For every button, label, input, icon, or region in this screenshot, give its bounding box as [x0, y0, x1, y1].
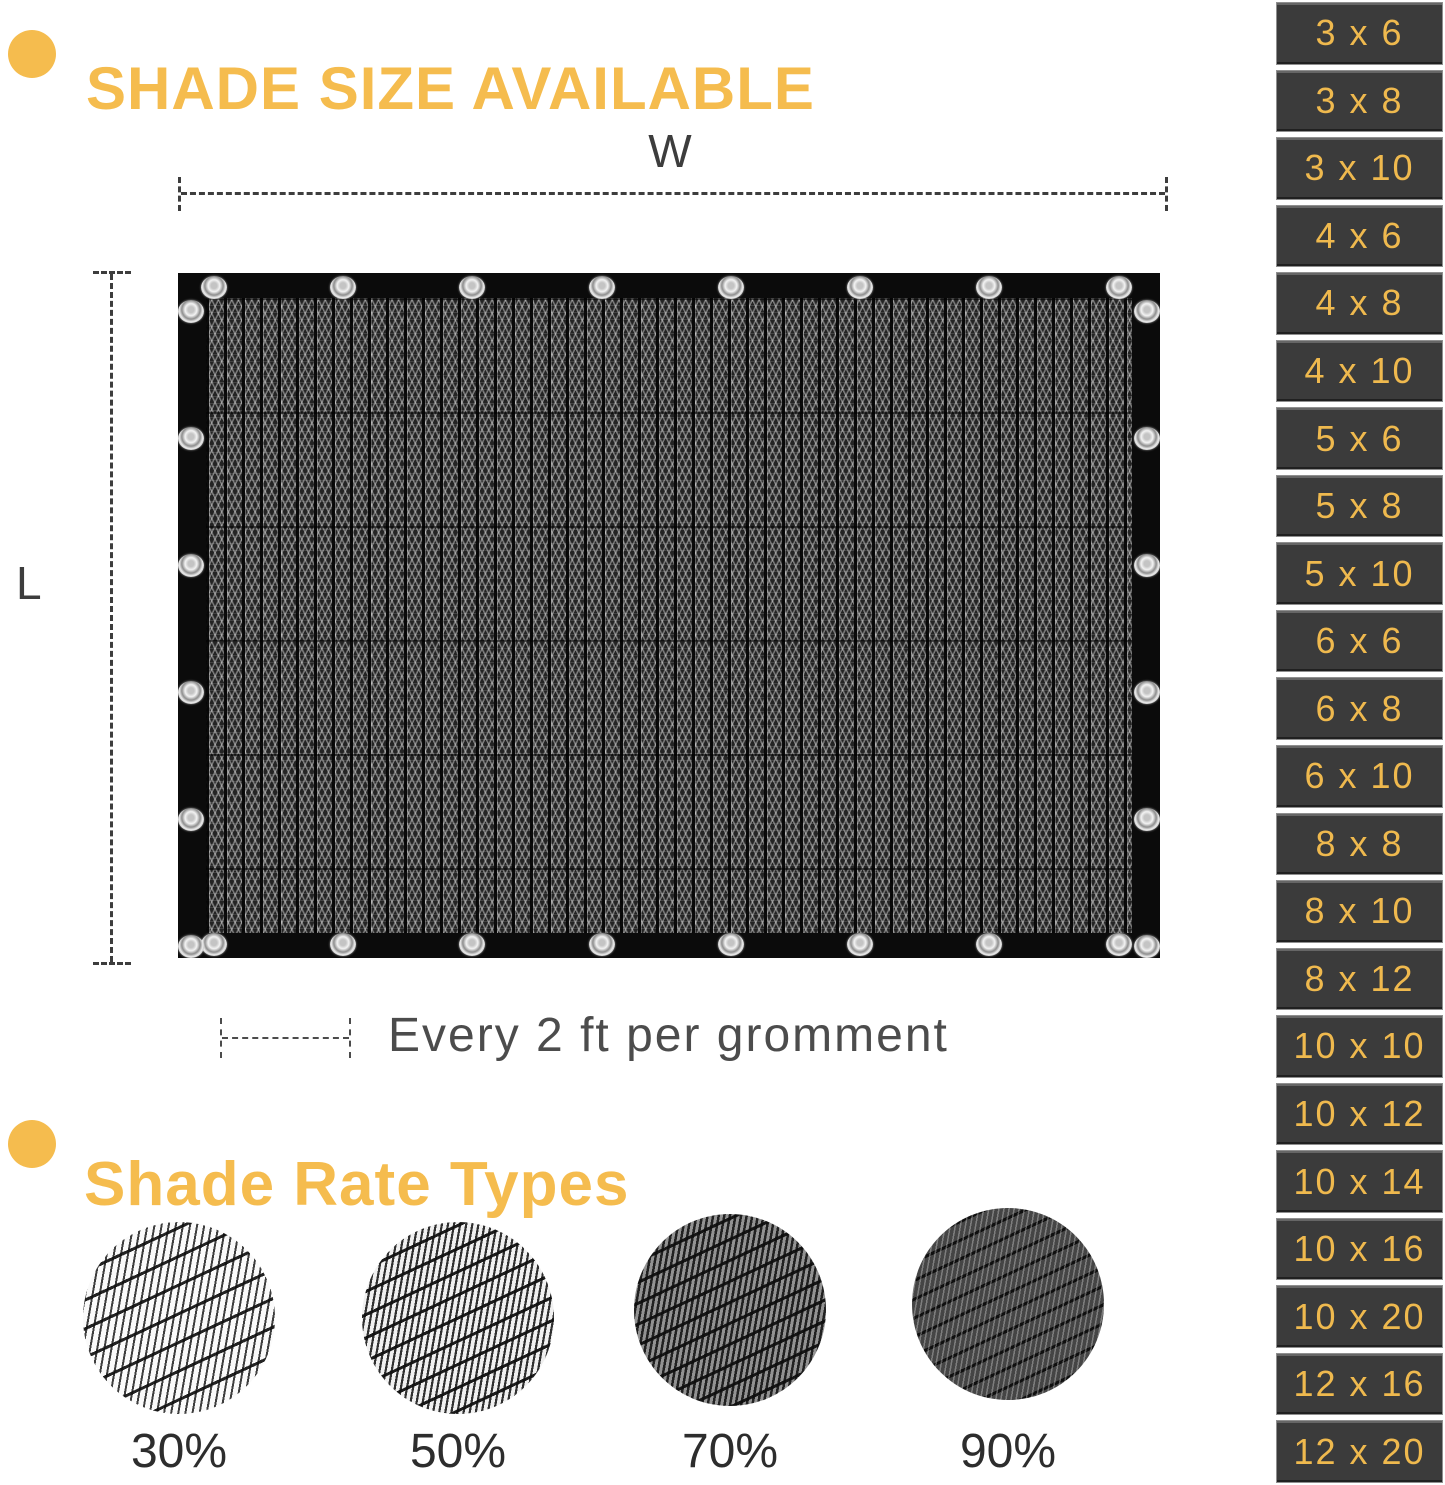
size-option: 3 x 6 — [1276, 2, 1443, 65]
grommet-icon — [589, 276, 615, 299]
grommet-icon — [718, 276, 744, 299]
size-option: 12 x 20 — [1276, 1420, 1443, 1483]
length-label: L — [16, 557, 42, 609]
grommet-icon — [178, 554, 204, 577]
shade-rate-item — [362, 1208, 554, 1480]
size-option: 10 x 16 — [1276, 1218, 1443, 1281]
mesh-swatch-90-icon — [912, 1208, 1104, 1400]
grommet-icon — [1134, 935, 1160, 958]
grommet-icon — [1134, 808, 1160, 831]
grommet-icon — [330, 933, 356, 956]
dashed-line — [222, 1037, 349, 1039]
grommet-icon — [589, 933, 615, 956]
grommet-icon — [201, 276, 227, 299]
width-dimension-line — [178, 177, 1168, 211]
size-option: 3 x 8 — [1276, 70, 1443, 133]
size-option: 5 x 10 — [1276, 542, 1443, 605]
grommet-icon — [459, 276, 485, 299]
dashed-line — [181, 192, 1165, 195]
shade-rate-value: 50% — [409, 1425, 507, 1478]
shade-rate-value: 70% — [681, 1425, 779, 1478]
size-option: 6 x 8 — [1276, 677, 1443, 740]
shade-rate-title: Shade Rate Types — [84, 1150, 630, 1220]
grommet-icon — [330, 276, 356, 299]
shade-rate-item — [912, 1208, 1104, 1480]
grommet-icon — [178, 808, 204, 831]
size-list — [1276, 2, 1443, 1483]
size-option: 5 x 6 — [1276, 407, 1443, 470]
size-option: 4 x 6 — [1276, 205, 1443, 268]
bullet-icon — [8, 30, 56, 78]
grommet-icon — [1134, 427, 1160, 450]
grommet-icon — [847, 276, 873, 299]
size-option: 8 x 12 — [1276, 948, 1443, 1011]
size-option: 8 x 8 — [1276, 813, 1443, 876]
grommet-spacing-dimension — [220, 1018, 351, 1058]
grommet-icon — [459, 933, 485, 956]
length-dimension-line — [93, 271, 131, 965]
page-title: SHADE SIZE AVAILABLE — [86, 55, 815, 123]
grommet-icon — [718, 933, 744, 956]
shade-rate-value: 90% — [959, 1425, 1057, 1478]
mesh-swatch-30-icon — [83, 1222, 275, 1414]
grommet-icon — [178, 427, 204, 450]
size-option: 10 x 12 — [1276, 1083, 1443, 1146]
shade-rate-item — [83, 1208, 275, 1480]
shade-net-mesh — [206, 298, 1132, 933]
shade-rate-item — [634, 1208, 826, 1480]
size-option: 10 x 20 — [1276, 1285, 1443, 1348]
size-option: 6 x 6 — [1276, 610, 1443, 673]
size-option: 3 x 10 — [1276, 137, 1443, 200]
grommet-icon — [976, 276, 1002, 299]
size-option: 4 x 10 — [1276, 340, 1443, 403]
grommet-icon — [1134, 681, 1160, 704]
shade-rate-value: 30% — [130, 1425, 228, 1478]
grommet-icon — [1106, 933, 1132, 956]
size-option: 4 x 8 — [1276, 272, 1443, 335]
mesh-swatch-50-icon — [362, 1222, 554, 1414]
size-option: 12 x 16 — [1276, 1353, 1443, 1416]
grommet-spacing-note: Every 2 ft per gromment — [388, 1009, 949, 1062]
grommet-icon — [1106, 276, 1132, 299]
size-option: 8 x 10 — [1276, 880, 1443, 943]
width-label: W — [648, 125, 692, 177]
dashed-line — [110, 274, 113, 962]
shade-net-illustration — [178, 273, 1160, 958]
bullet-icon — [8, 1120, 56, 1168]
grommet-icon — [847, 933, 873, 956]
grommet-icon — [178, 681, 204, 704]
grommet-icon — [976, 933, 1002, 956]
grommet-icon — [1134, 554, 1160, 577]
grommet-icon — [178, 300, 204, 323]
mesh-swatch-70-icon — [634, 1214, 826, 1406]
grommet-icon — [1134, 300, 1160, 323]
size-option: 5 x 8 — [1276, 475, 1443, 538]
size-option: 10 x 14 — [1276, 1150, 1443, 1213]
size-option: 6 x 10 — [1276, 745, 1443, 808]
grommet-icon — [178, 935, 204, 958]
grommet-icon — [201, 933, 227, 956]
size-option: 10 x 10 — [1276, 1015, 1443, 1078]
